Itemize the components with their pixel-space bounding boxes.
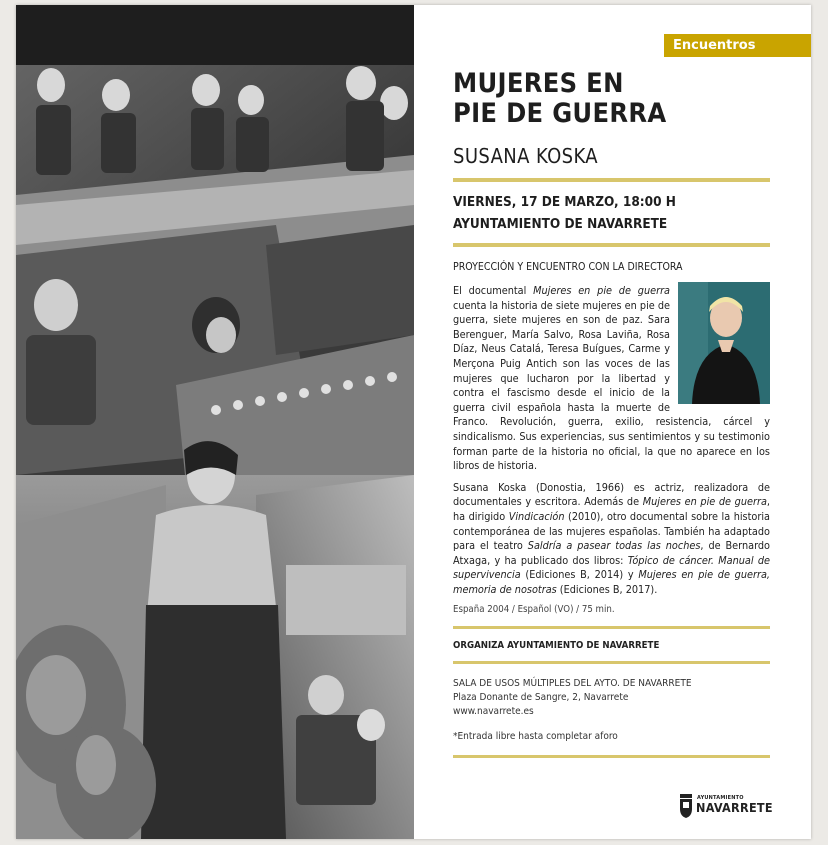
event-place: AYUNTAMIENTO DE NAVARRETE (453, 216, 668, 232)
divider (453, 626, 770, 629)
event-date: VIERNES, 17 DE MARZO, 18:00 H (453, 194, 676, 210)
divider (453, 661, 770, 664)
logo-wordmark: NAVARRETE (696, 800, 773, 815)
section-heading: PROYECCIÓN Y ENCUENTRO CON LA DIRECTORA (453, 261, 683, 273)
divider (453, 243, 770, 247)
category-tag: Encuentros (664, 34, 811, 57)
event-poster (16, 5, 811, 839)
divider (453, 755, 770, 758)
director-name: SUSANA KOSKA (453, 144, 599, 168)
venue-address: Plaza Donante de Sangre, 2, Navarrete (453, 692, 629, 704)
director-bio-paragraph: Susana Koska (Donostia, 1966) es actriz, realizadora de documentales y escritora. Además de Mujeres en pie de guerra, ha dirigido Vindicación (2010), otro documental sobre la historia contemporánea de las mujeres españolas. También ha adaptado para el teatro Saldría a pasear todas las noches, de Bernardo Atxaga, y ha publicado dos libros: Tópico de cáncer. Manual de supervivencia (Ediciones B, 2014) y Mujeres en pie de guerra, memoria de nosotras (Ediciones B, 2017). (453, 480, 771, 596)
venue-website[interactable]: www.navarrete.es (453, 706, 534, 718)
title-line-1: MUJERES EN (453, 68, 624, 99)
title-line-2: PIE DE GUERRA (453, 98, 667, 129)
synopsis-paragraph: El documental Mujeres en pie de guerra cuenta la historia de siete mujeres en pie de guerra, siete mujeres en son de paz. Sara Berenguer, María Salvo, Rosa Laviña, Rosa Díaz, Neus Catalá, Teresa Buígues, Carme y Merçona Puig Antich son las voces de las mujeres que lucharon por la libertad y contra el fascismo desde el inicio de la guerra civil española hasta la muerte de Franco. Revolución, guerra, exilio, resistencia, cárcel y sindicalismo. Sus experiencias, sus sentimientos y su testimonio forman parte de la historia no oficial, la que no aparece en los libros de historia. (453, 284, 770, 473)
director-portrait (678, 282, 770, 404)
event-details (453, 69, 770, 758)
event-title (453, 69, 770, 129)
venue-block (453, 677, 770, 744)
info-panel (414, 5, 811, 839)
coat-of-arms-icon (679, 794, 693, 818)
logo-caption: AYUNTAMIENTO (697, 795, 744, 801)
venue-name: SALA DE USOS MÚLTIPLES DEL AYTO. DE NAVARRETE (453, 678, 692, 690)
entry-note: *Entrada libre hasta completar aforo (453, 731, 618, 743)
historical-photo-collage (16, 5, 414, 839)
organizer: ORGANIZA AYUNTAMIENTO DE NAVARRETE (453, 640, 660, 652)
navarrete-logo (679, 793, 789, 819)
film-info: España 2004 / Español (VO) / 75 min. (453, 604, 615, 616)
